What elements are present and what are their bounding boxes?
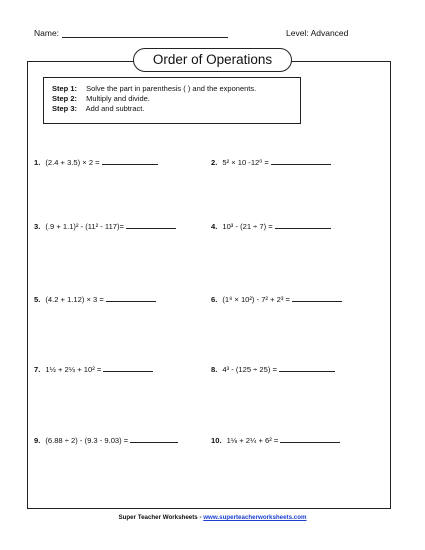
problem-2: [211, 156, 331, 167]
answer-line[interactable]: [292, 293, 342, 302]
answer-line[interactable]: [279, 363, 335, 372]
problem-6: [211, 293, 342, 304]
problem-8: [211, 363, 335, 374]
problem-5: [34, 293, 156, 304]
answer-line[interactable]: [102, 156, 158, 165]
worksheet-title: Order of Operations: [133, 48, 292, 72]
problem-4: [211, 220, 331, 231]
steps-box: [43, 77, 301, 124]
step-3: [52, 104, 300, 114]
step-label: Step 1:: [52, 84, 78, 93]
problem-expression: 4³ - (125 ÷ 25) =: [222, 365, 277, 374]
step-text: Add and subtract.: [85, 104, 145, 113]
name-label: Name:: [34, 28, 60, 38]
step-text: Multiply and divide.: [86, 94, 150, 103]
footer-link[interactable]: www.superteacherworksheets.com: [203, 514, 307, 521]
problem-number: 10.: [211, 436, 222, 445]
answer-line[interactable]: [126, 220, 176, 229]
name-line: [62, 37, 228, 38]
level-text: Level: Advanced: [286, 28, 349, 38]
answer-line[interactable]: [106, 293, 156, 302]
problem-expression: 10³ - (21 ÷ 7) =: [222, 222, 273, 231]
problem-7: [34, 363, 153, 374]
problem-number: 1.: [34, 158, 41, 167]
problem-expression: 5² × 10 -12⁰ =: [222, 158, 269, 167]
problem-expression: (6.88 ÷ 2) - (9.3 - 9.03) =: [45, 436, 129, 445]
problem-number: 2.: [211, 158, 218, 167]
step-text: Solve the part in parenthesis ( ) and the exponents.: [86, 84, 257, 93]
problem-expression: (4.2 + 1.12) × 3 =: [45, 295, 104, 304]
footer-separator: -: [197, 514, 204, 521]
step-2: [52, 94, 300, 104]
problem-expression: 1½ + 2⅓ + 10² =: [45, 365, 102, 374]
problem-9: [34, 434, 178, 445]
problem-number: 4.: [211, 222, 218, 231]
answer-line[interactable]: [280, 434, 340, 443]
step-label: Step 2:: [52, 94, 78, 103]
problem-expression: (2.4 + 3.5) × 2 =: [45, 158, 100, 167]
problem-expression: (1⁸ × 10²) - 7² + 2³ =: [222, 295, 290, 304]
problem-3: [34, 220, 176, 231]
problem-number: 5.: [34, 295, 41, 304]
step-1: [52, 84, 300, 94]
footer-brand: Super Teacher Worksheets: [118, 514, 198, 521]
answer-line[interactable]: [271, 156, 331, 165]
problem-expression: (.9 + 1.1)² - (11² - 117)=: [45, 222, 124, 231]
problem-number: 9.: [34, 436, 41, 445]
problem-expression: 1⅛ + 2¼ + 6² =: [226, 436, 279, 445]
footer: [0, 514, 425, 521]
problem-number: 6.: [211, 295, 218, 304]
problem-number: 3.: [34, 222, 41, 231]
problem-10: [211, 434, 340, 445]
problem-number: 7.: [34, 365, 41, 374]
problem-number: 8.: [211, 365, 218, 374]
answer-line[interactable]: [130, 434, 178, 443]
step-label: Step 3:: [52, 104, 78, 113]
answer-line[interactable]: [103, 363, 153, 372]
answer-line[interactable]: [275, 220, 331, 229]
problem-1: [34, 156, 158, 167]
